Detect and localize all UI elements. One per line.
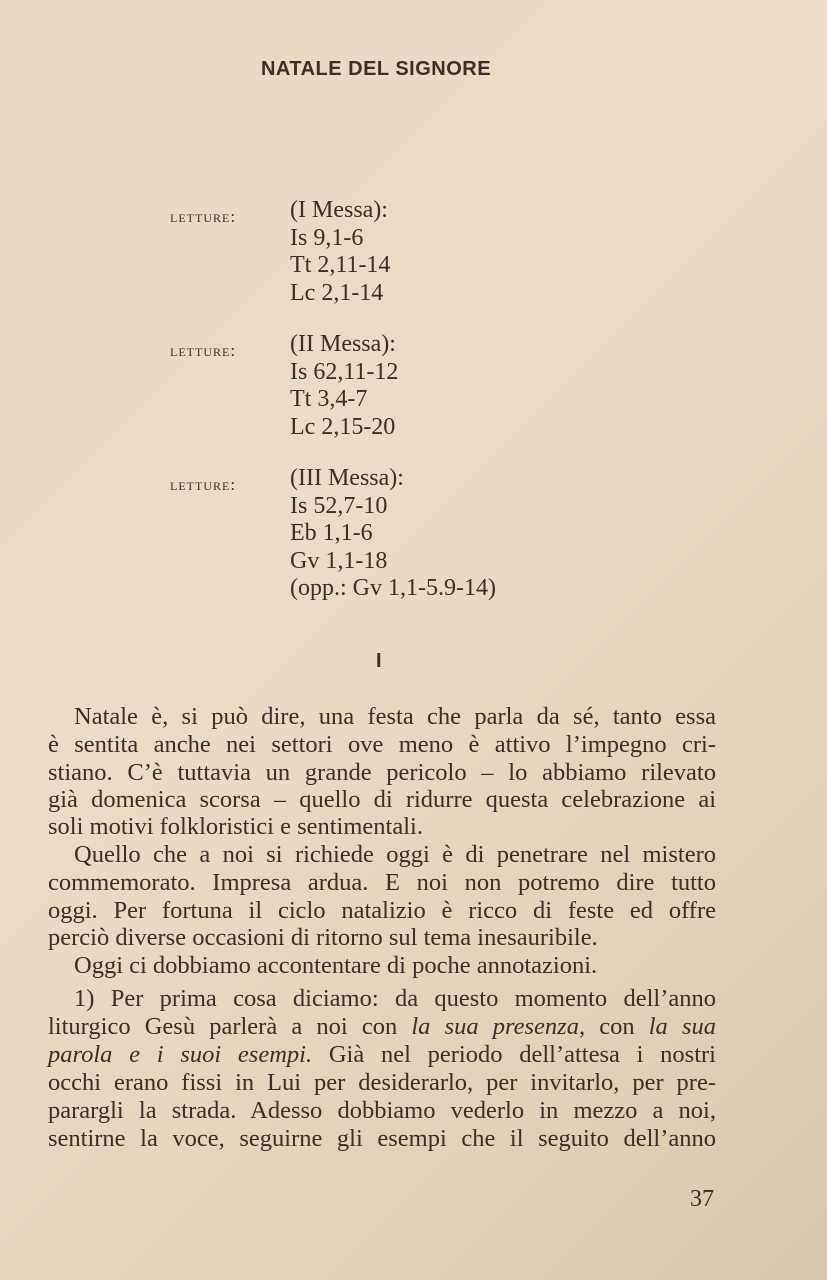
text-line: [48, 759, 716, 787]
text-segment: Oggi ci dobbiamo accontentare di poche annotazioni.: [74, 952, 598, 979]
reading-item: Tt 3,4-7: [290, 386, 368, 412]
text-line: [48, 1125, 716, 1153]
italic-text: la sua: [648, 1013, 716, 1040]
text-line: [48, 1097, 716, 1125]
readings-list: [290, 197, 390, 307]
text-segment: liturgico Gesù parlerà a noi con: [48, 1013, 412, 1040]
reading-item: Lc 2,15-20: [290, 413, 396, 440]
text-segment: commemorato. Impresa ardua. E noi non potremo dire tutto: [48, 869, 716, 896]
text-line: [48, 1069, 716, 1097]
text-segment: oggi. Per fortuna il ciclo natalizio è ricco di feste ed offre: [48, 897, 716, 924]
readings-list: [290, 465, 496, 603]
text-segment: soli motivi folkloristici e sentimentali.: [48, 813, 423, 840]
text-line: [48, 813, 716, 841]
running-header: NATALE DEL SIGNORE: [260, 58, 492, 80]
text-segment: è sentita anche nei settori ove meno è attivo l’impegno cri-: [48, 731, 716, 758]
text-line: [48, 897, 716, 925]
reading-item: Is 62,11-12: [290, 358, 399, 385]
readings-label: letture:: [170, 207, 237, 226]
text-segment: Quello che a noi si richiede oggi è di penetrare nel mistero: [74, 841, 716, 868]
text-segment: sentirne la voce, seguirne gli esempi che il seguito dell’anno: [48, 1125, 716, 1152]
text-segment: perciò diverse occasioni di ritorno sul tema inesauribile.: [48, 924, 598, 951]
reading-item: (III Messa):: [290, 465, 404, 491]
reading-item: Tt 2,11-14: [290, 252, 391, 278]
text-line: [48, 869, 716, 897]
reading-item: Gv 1,1-18: [290, 547, 388, 574]
text-line: [48, 952, 716, 980]
italic-text: la sua presenza,: [411, 1013, 586, 1040]
readings-list: [290, 331, 398, 441]
text-line: [48, 1041, 716, 1069]
text-segment: già domenica scorsa – quello di ridurre questa celebrazione ai: [48, 786, 716, 813]
text-segment: parargli la strada. Adesso dobbiamo vederlo in mezzo a noi,: [48, 1097, 716, 1124]
text-line: [48, 786, 716, 814]
reading-item: Lc 2,1-14: [290, 279, 384, 306]
text-line: [48, 703, 716, 731]
section-number: I: [376, 650, 382, 672]
text-line: [48, 841, 716, 869]
reading-item: (opp.: Gv 1,1-5.9-14): [290, 575, 496, 601]
reading-item: Eb 1,1-6: [290, 520, 373, 546]
text-line: [48, 731, 716, 759]
text-segment: 1) Per prima cosa diciamo: da questo momento dell’anno: [74, 985, 716, 1012]
italic-text: parola e i suoi esempi.: [48, 1041, 313, 1068]
readings-label: letture:: [170, 475, 237, 494]
text-line: [48, 985, 716, 1013]
text-segment: Già nel periodo dell’attesa i nostri: [312, 1041, 716, 1068]
text-segment: Natale è, si può dire, una festa che parla da sé, tanto essa: [74, 703, 716, 730]
reading-item: Is 52,7-10: [290, 492, 388, 519]
text-segment: occhi erano fissi in Lui per desiderarlo, per invitarlo, per pre-: [48, 1069, 716, 1096]
text-line: [48, 1013, 716, 1041]
text-segment: con: [585, 1013, 649, 1040]
reading-item: (II Messa):: [290, 331, 396, 357]
page-number: 37: [690, 1186, 714, 1212]
text-segment: stiano. C’è tuttavia un grande pericolo – lo abbiamo rilevato: [48, 759, 716, 786]
text-line: [48, 924, 716, 952]
readings-label: letture:: [170, 341, 237, 360]
reading-item: (I Messa):: [290, 197, 388, 223]
reading-item: Is 9,1-6: [290, 224, 364, 251]
